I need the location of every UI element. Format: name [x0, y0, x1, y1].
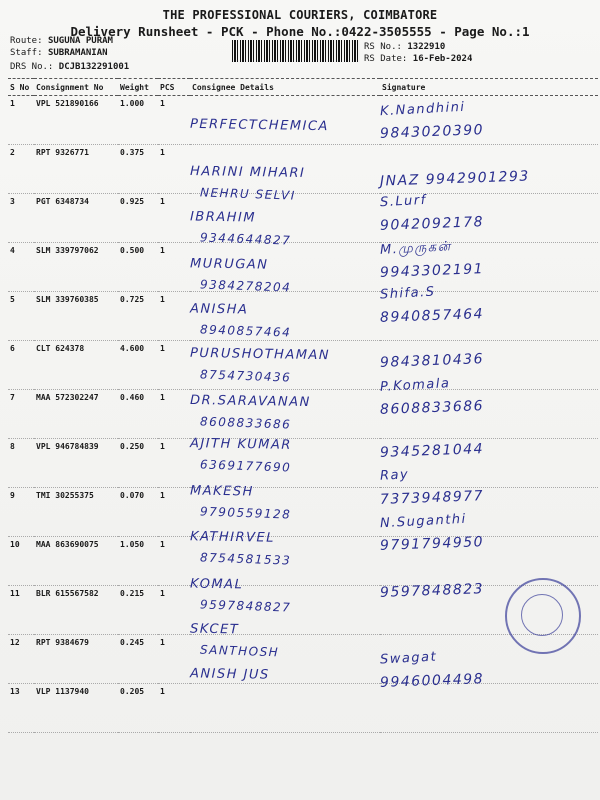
row-pcs: 1 — [158, 488, 190, 537]
row-pcs: 1 — [158, 390, 190, 439]
row-sno: 5 — [8, 292, 34, 341]
row-sno: 7 — [8, 390, 34, 439]
receiver-phone-handwritten: JNAZ 9942901293 — [379, 168, 531, 190]
table-row — [8, 537, 598, 586]
row-consignee — [190, 684, 380, 733]
consignee-name-handwritten: KOMAL — [189, 576, 244, 593]
receiver-phone-handwritten: 8608833686 — [379, 398, 485, 418]
receiver-phone-handwritten: 9042092178 — [379, 214, 485, 234]
rs-no-line: RS No.: 1322910 — [364, 42, 446, 52]
consignee-name-handwritten: IBRAHIM — [189, 209, 257, 226]
table-row — [8, 243, 598, 292]
col-signature: Signature — [380, 79, 598, 96]
row-pcs: 1 — [158, 145, 190, 194]
row-pcs: 1 — [158, 537, 190, 586]
row-sno: 13 — [8, 684, 34, 733]
row-consignment-no: CLT 624378 — [34, 341, 118, 390]
consignee-phone-handwritten: NEHRU SELVI — [199, 185, 296, 203]
consignee-name-handwritten: MAKESH — [189, 483, 255, 500]
row-weight: 0.725 — [118, 292, 158, 341]
consignee-phone-handwritten: SANTHOSH — [199, 642, 280, 660]
consignee-name-handwritten: PERFECTCHEMICA — [189, 116, 330, 135]
col-consignment: Consignment No — [34, 79, 118, 96]
table-row — [8, 439, 598, 488]
row-pcs: 1 — [158, 635, 190, 684]
consignee-name-handwritten: DR.SARAVANAN — [189, 392, 311, 411]
drs-value: DCJB132291001 — [58, 62, 130, 72]
row-weight: 0.070 — [118, 488, 158, 537]
row-weight: 0.375 — [118, 145, 158, 194]
signature-handwritten: P.Komala — [379, 376, 451, 395]
consignee-phone-handwritten: 9597848827 — [199, 597, 292, 615]
consignee-phone-handwritten: 6369177690 — [199, 457, 292, 475]
consignee-name-handwritten: ANISHA — [189, 301, 249, 318]
consignee-name-handwritten: HARINI MIHARI — [189, 163, 306, 182]
row-weight: 1.000 — [118, 96, 158, 145]
signature-handwritten: S.Lurf — [379, 192, 428, 211]
row-signature — [380, 684, 598, 733]
row-sno: 2 — [8, 145, 34, 194]
consignee-phone-handwritten: 8754730436 — [199, 367, 292, 385]
consignee-phone-handwritten: 9384278204 — [199, 277, 292, 295]
row-consignment-no: MAA 863690075 — [34, 537, 118, 586]
table-header-row — [8, 79, 598, 96]
receiver-phone-handwritten: 9597848823 — [379, 581, 485, 601]
row-weight: 0.500 — [118, 243, 158, 292]
row-consignment-no: TMI 30255375 — [34, 488, 118, 537]
row-sno: 4 — [8, 243, 34, 292]
route-value: SUGUNA PURAM — [47, 36, 113, 46]
row-pcs: 1 — [158, 243, 190, 292]
row-pcs: 1 — [158, 292, 190, 341]
col-weight: Weight — [118, 79, 158, 96]
row-weight: 0.460 — [118, 390, 158, 439]
row-consignment-no: VPL 521890166 — [34, 96, 118, 145]
runsheet-subtitle: Delivery Runsheet - PCK - Phone No.:0422-3505555 - Page No.:1 — [70, 24, 530, 39]
consignee-phone-handwritten: 8940857464 — [199, 322, 292, 340]
institution-stamp — [505, 578, 581, 654]
row-consignment-no: VLP 1137940 — [34, 684, 118, 733]
row-weight: 0.245 — [118, 635, 158, 684]
row-weight: 0.205 — [118, 684, 158, 733]
receiver-phone-handwritten: 9791794950 — [379, 534, 485, 554]
row-weight: 1.050 — [118, 537, 158, 586]
row-pcs: 1 — [158, 194, 190, 243]
table-row — [8, 635, 598, 684]
consignee-name-handwritten: MURUGAN — [189, 256, 269, 273]
signature-handwritten: M.முருகன் — [379, 239, 453, 258]
row-sno: 3 — [8, 194, 34, 243]
row-consignment-no: PGT 6348734 — [34, 194, 118, 243]
receiver-phone-handwritten: 9943302191 — [379, 261, 485, 281]
signature-handwritten: K.Nandhini — [379, 99, 466, 120]
col-consignee: Consignee Details — [190, 79, 380, 96]
receiver-phone-handwritten: 9843810436 — [379, 351, 485, 371]
staff-line: Staff: SUBRAMANIAN — [10, 48, 108, 58]
col-pcs: PCS — [158, 79, 190, 96]
row-sno: 1 — [8, 96, 34, 145]
consignee-phone-handwritten: 9344644827 — [199, 230, 292, 248]
staff-value: SUBRAMANIAN — [47, 48, 108, 58]
table-row — [8, 488, 598, 537]
rs-date-line: RS Date: 16-Feb-2024 — [364, 54, 473, 64]
row-consignment-no: RPT 9326771 — [34, 145, 118, 194]
col-sno: S No — [8, 79, 34, 96]
signature-handwritten: N.Suganthi — [379, 511, 468, 532]
drs-line: DRS No.: DCJB132291001 — [10, 62, 130, 72]
row-pcs: 1 — [158, 439, 190, 488]
receiver-phone-handwritten: 9345281044 — [379, 441, 485, 461]
consignee-phone-handwritten: 9790559128 — [199, 504, 292, 522]
table-row — [8, 194, 598, 243]
row-consignment-no: MAA 572302247 — [34, 390, 118, 439]
row-pcs: 1 — [158, 96, 190, 145]
row-pcs: 1 — [158, 586, 190, 635]
receiver-phone-handwritten: 7373948977 — [379, 488, 485, 508]
rs-date-value: 16-Feb-2024 — [412, 54, 473, 64]
signature-handwritten: Shifa.S — [379, 284, 436, 303]
consignee-name-handwritten: AJITH KUMAR — [189, 436, 292, 453]
consignee-name-handwritten: KATHIRVEL — [189, 529, 276, 546]
company-title: THE PROFESSIONAL COURIERS, COIMBATORE — [162, 8, 438, 22]
signature-handwritten: Swagat — [379, 649, 438, 668]
consignee-phone-handwritten: 8754581533 — [199, 550, 292, 568]
row-weight: 4.600 — [118, 341, 158, 390]
row-weight: 0.250 — [118, 439, 158, 488]
row-consignment-no: SLM 339760385 — [34, 292, 118, 341]
row-pcs: 1 — [158, 684, 190, 733]
row-sno: 6 — [8, 341, 34, 390]
row-consignment-no: RPT 9384679 — [34, 635, 118, 684]
route-line: Route: SUGUNA PURAM — [10, 36, 113, 46]
row-pcs: 1 — [158, 341, 190, 390]
rs-no-value: 1322910 — [407, 42, 446, 52]
row-consignment-no: VPL 946784839 — [34, 439, 118, 488]
consignee-name-handwritten: ANISH JUS — [189, 666, 270, 683]
receiver-phone-handwritten: 8940857464 — [379, 306, 485, 326]
table-row — [8, 684, 598, 733]
row-consignment-no: BLR 615567582 — [34, 586, 118, 635]
row-weight: 0.925 — [118, 194, 158, 243]
row-sno: 11 — [8, 586, 34, 635]
consignee-name-handwritten: SKCET — [189, 621, 240, 638]
receiver-phone-handwritten: 9946004498 — [379, 671, 485, 691]
row-sno: 12 — [8, 635, 34, 684]
row-weight: 0.215 — [118, 586, 158, 635]
table-row — [8, 292, 598, 341]
row-sno: 9 — [8, 488, 34, 537]
consignee-phone-handwritten: 8608833686 — [199, 414, 292, 432]
row-sno: 10 — [8, 537, 34, 586]
barcode — [232, 40, 360, 62]
signature-handwritten: Ray — [379, 467, 410, 484]
receiver-phone-handwritten: 9843020390 — [379, 122, 485, 142]
row-consignment-no: SLM 339797062 — [34, 243, 118, 292]
row-sno: 8 — [8, 439, 34, 488]
consignee-name-handwritten: PURUSHOTHAMAN — [189, 345, 331, 364]
